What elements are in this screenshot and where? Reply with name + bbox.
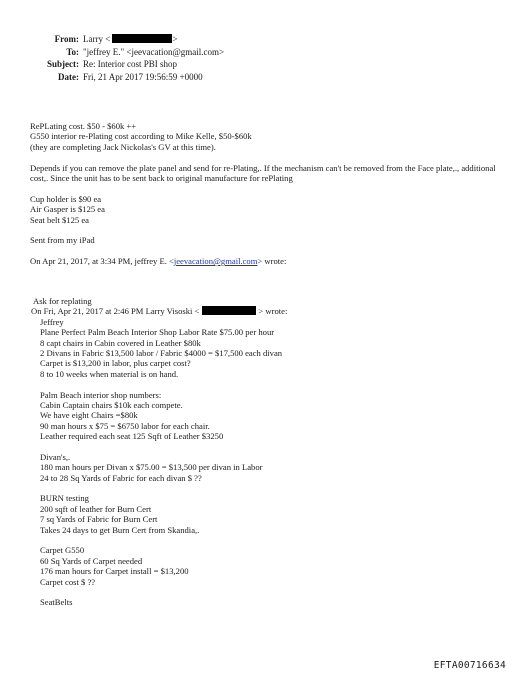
subject-value: Re: Interior cost PBI shop [83,59,177,69]
text-line: SeatBelts [40,597,73,608]
text-line: 8 to 10 weeks when material is on hand. [40,368,179,379]
subject-row [0,58,512,71]
text-line: RePLating cost. $50 - $60k ++ [30,121,137,131]
text-paragraph: Depends if you can remove the plate panel and send for re-Plating,. If the mechanism can't be removed from the Face plate,., additional cost,. Since the unit has to be sent back to original manufacture for rePlating [30,162,496,183]
to-row [0,46,512,59]
text-line: G550 interior re-Plating cost according to Mike Kelle, $50-$60k [30,131,252,142]
on-wrote-line: On Apr 21, 2017, at 3:34 PM, jeffrey E. <jeevacation@gmail.com> wrote: [30,256,287,267]
text-line: 90 man hours x $75 = $6750 labor for each chair. [40,420,210,431]
text-line: Seat belt $125 ea [30,214,89,225]
quoted-thread [31,296,501,608]
text-line: 24 to 28 Sq Yards of Fabric for each divan $ ?? [40,472,202,483]
date-label: Date: [58,71,79,82]
text-line: Plane Perfect Palm Beach Interior Shop Labor Rate $75.00 per hour [40,327,275,338]
text-line: 180 man hours per Divan x $75.00 = $13,500 per divan in Labor [40,462,263,473]
text-line: Carpet cost $ ?? [40,576,96,587]
redaction-box [202,306,256,315]
email-link[interactable]: jeevacation@gmail.com [173,256,258,267]
email-header [0,33,512,83]
reply-body [30,121,504,267]
to-label: To: [66,46,79,57]
subject-label: Subject: [47,59,79,69]
date-row [0,71,512,84]
text-line: Jeffrey [40,316,64,327]
text-line: Leather required each seat 125 Sqft of Leather $3250 [40,431,224,442]
text-line: Carpet is $13,200 in labor, plus carpet cost? [40,358,191,369]
text-line: 60 Sq Yards of Carpet needed [40,555,143,566]
text-line: 176 man hours for Carpet install = $13,200 [40,566,189,577]
signature: Sent from my iPad [30,235,95,246]
text-line: (they are completing Jack Nickolas's GV at this time). [30,141,216,152]
bates-number: EFTA00716634 [433,660,506,671]
ask-line: Ask for replating [33,296,92,306]
from-value: Larry < [83,34,111,44]
text-line: 2 Divans in Fabric $13,500 labor / Fabric $4000 = $17,500 each divan [40,347,283,358]
text-line: Air Gasper is $125 ea [30,204,105,215]
date-value: Fri, 21 Apr 2017 19:56:59 +0000 [83,71,203,82]
text-line: 200 sqft of leather for Burn Cert [40,503,152,514]
text-line: BURN testing [40,493,89,504]
text-line: 8 capt chairs in Cabin covered in Leather $80k [40,337,201,348]
text-line: Cabin Captain chairs $10k each compete. [40,399,183,410]
text-line: Takes 24 days to get Burn Cert from Skandia,. [40,524,200,535]
text-line: Cup holder is $90 ea [30,193,102,204]
text-line: Palm Beach interior shop numbers: [40,389,162,400]
text-line: Divan's,. [40,451,71,462]
quoted-on-line: On Fri, Apr 21, 2017 at 2:46 PM Larry Visoski < > wrote: [31,306,288,317]
from-end: > [172,34,178,44]
text-line: Carpet G550 [40,545,85,556]
to-value: "jeffrey E." <jeevacation@gmail.com> [83,46,225,57]
from-label: From: [54,34,79,44]
text-line: We have eight Chairs =$80k [40,410,138,421]
from-row [0,33,512,46]
text-line: 7 sq Yards of Fabric for Burn Cert [40,514,158,525]
redaction-box [112,34,172,43]
